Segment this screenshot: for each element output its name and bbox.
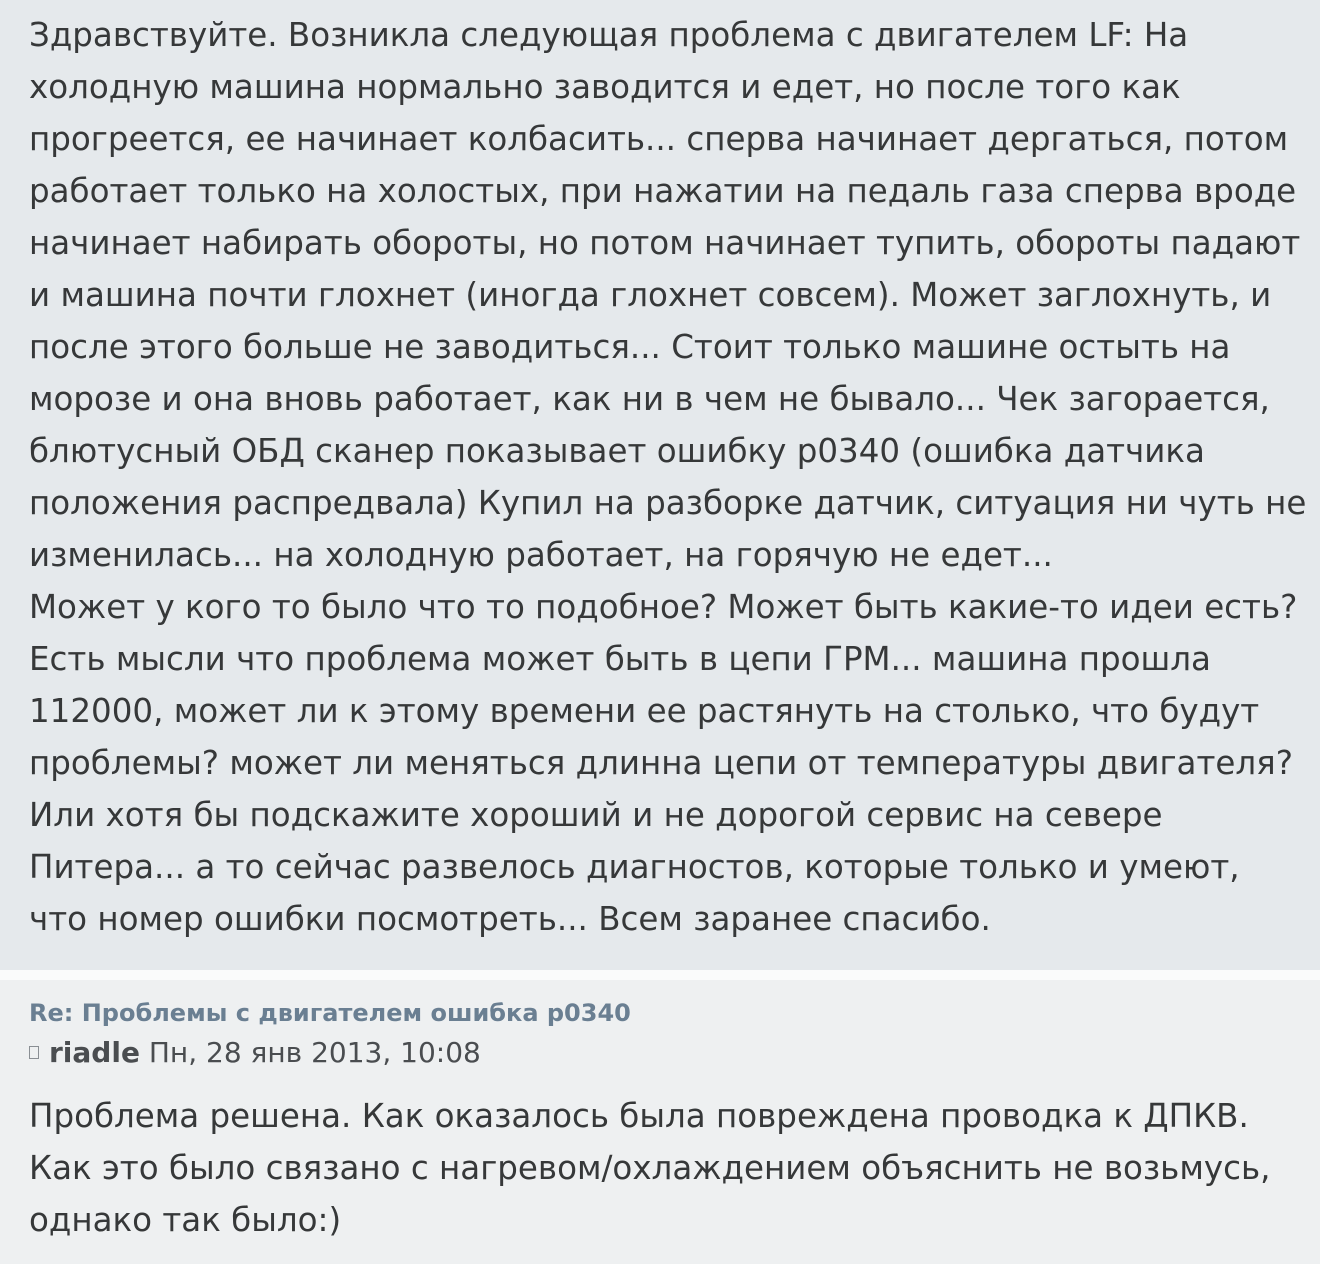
post-text-line: холодную машина нормально заводится и едет, но после того как	[29, 68, 1181, 106]
reply-text-line: однако так было:)	[29, 1201, 342, 1239]
post-text-line: Здравствуйте. Возникла следующая проблема с двигателем LF: На	[29, 16, 1189, 54]
reply-post	[0, 980, 1320, 1264]
post-text-line: Есть мысли что проблема может быть в цепи ГРМ... машина прошла	[29, 640, 1211, 678]
post-text-line: и машина почти глохнет (иногда глохнет совсем). Может заглохнуть, и	[29, 276, 1272, 314]
post-text-line: начинает набирать обороты, но потом начинает тупить, обороты падают	[29, 224, 1301, 262]
reply-title-link[interactable]: Re: Проблемы с двигателем ошибка p0340	[29, 999, 631, 1027]
post-meta	[29, 1036, 481, 1070]
post-divider	[0, 970, 1320, 980]
post-icon[interactable]	[29, 1046, 39, 1059]
author-link[interactable]: riadle	[49, 1036, 140, 1069]
post-text-line: блютусный ОБД сканер показывает ошибку p0340 (ошибка датчика	[29, 432, 1205, 470]
post-text-line: после этого больше не заводиться... Стоит только машине остыть на	[29, 328, 1231, 366]
post-content	[29, 9, 1320, 945]
post-text-line: проблемы? может ли меняться длинна цепи от температуры двигателя?	[29, 744, 1293, 782]
post-text-line: изменилась... на холодную работает, на горячую не едет...	[29, 536, 1053, 574]
post-text-line: работает только на холостых, при нажатии на педаль газа сперва вроде	[29, 172, 1297, 210]
post-text-line: Может у кого то было что то подобное? Может быть какие-то идеи есть?	[29, 588, 1298, 626]
post-text-line: Питера... а то сейчас развелось диагностов, которые только и умеют,	[29, 848, 1240, 886]
post-date: Пн, 28 янв 2013, 10:08	[148, 1036, 481, 1069]
reply-text-line: Проблема решена. Как оказалось была повреждена проводка к ДПКВ.	[29, 1097, 1249, 1135]
reply-content	[29, 1090, 1270, 1246]
post-text-line: прогреется, ее начинает колбасить... сперва начинает дергаться, потом	[29, 120, 1289, 158]
post-text-line: морозе и она вновь работает, как ни в чем не бывало... Чек загорается,	[29, 380, 1270, 418]
post-text-line: положения распредвала) Купил на разборке датчик, ситуация ни чуть не	[29, 484, 1307, 522]
reply-text-line: Как это было связано с нагревом/охлаждением объяснить не возьмусь,	[29, 1149, 1271, 1187]
post-text-line: Или хотя бы подскажите хороший и не дорогой сервис на севере	[29, 796, 1163, 834]
post-text-line: 112000, может ли к этому времени ее растянуть на столько, что будут	[29, 692, 1260, 730]
post-text-line: что номер ошибки посмотреть... Всем заранее спасибо.	[29, 900, 991, 938]
